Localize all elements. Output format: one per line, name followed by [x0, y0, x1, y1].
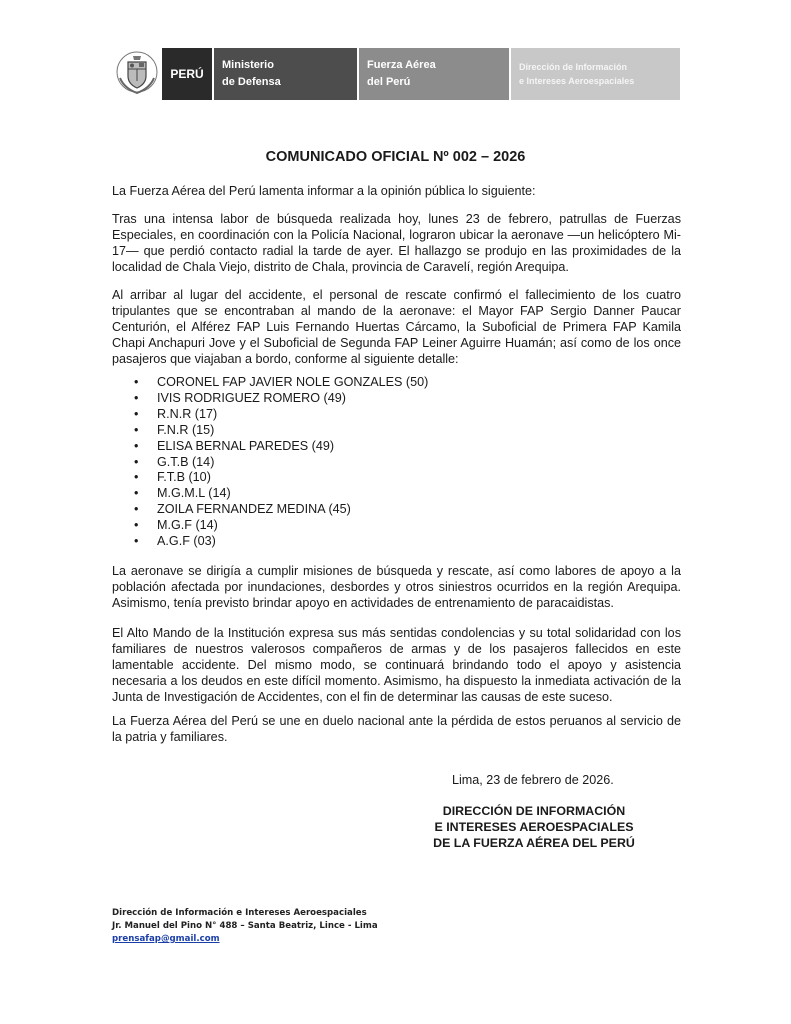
dir-line2: e Intereses Aeroespaciales — [519, 76, 635, 86]
list-item: • R.N.R (17) — [112, 407, 428, 423]
peru-label: PERÚ — [162, 48, 212, 100]
footer — [112, 907, 378, 946]
document-title: COMUNICADO OFICIAL Nº 002 – 2026 — [265, 149, 526, 165]
footer-line2: Jr. Manuel del Pino N° 488 – Santa Beatriz, Lince - Lima — [112, 921, 378, 931]
sign-line2: E INTERESES AEROESPACIALES — [434, 820, 634, 834]
list-item: • A.G.F (03) — [112, 534, 428, 550]
fap-line2: del Perú — [367, 76, 411, 88]
fap-segment — [357, 48, 509, 100]
passenger-list — [112, 375, 428, 550]
list-item: • F.T.B (10) — [112, 470, 428, 486]
fap-line1: Fuerza Aérea — [367, 59, 436, 71]
list-item: • F.N.R (15) — [112, 423, 428, 439]
sign-line3: DE LA FUERZA AÉREA DEL PERÚ — [433, 836, 635, 850]
dir-line1: Dirección de Información — [519, 62, 628, 72]
direccion-segment — [509, 48, 680, 100]
footer-email-link[interactable]: prensafap@gmail.com — [112, 934, 220, 944]
ministerio-line2: de Defensa — [222, 76, 281, 88]
ministerio-line1: Ministerio — [222, 59, 274, 71]
paragraph-1: Tras una intensa labor de búsqueda realizada hoy, lunes 23 de febrero, patrullas de Fuerzas Especiales, en coordinación con la Policía Nacional, lograron ubicar la aeronave —un helicóptero Mi-17— que perdió contacto radial la tarde de ayer. El hallazgo se produjo en las proximidades de la localidad de Chala Viejo, distrito de Chala, provincia de Caravelí, región Arequipa. — [112, 212, 681, 274]
date-line: Lima, 23 de febrero de 2026. — [452, 773, 614, 787]
list-item: • M.G.F (14) — [112, 518, 428, 534]
signature-block — [404, 803, 664, 851]
ministerio-segment — [212, 48, 357, 100]
paragraph-5: La Fuerza Aérea del Perú se une en duelo nacional ante la pérdida de estos peruanos al servicio de la patria y familiares. — [112, 714, 681, 744]
coat-of-arms-icon — [112, 48, 162, 100]
list-item: • G.T.B (14) — [112, 455, 428, 471]
sign-line1: DIRECCIÓN DE INFORMACIÓN — [442, 804, 626, 818]
paragraph-4: El Alto Mando de la Institución expresa sus más sentidas condolencias y su total solidaridad con los familiares de nuestros valerosos compañeros de armas y de los pasajeros fallecidos en este lamentable accidente. Del mismo modo, se continuará brindando todo el apoyo y asistencia necesaria a los deudos en este difícil momento. Asimismo, ha dispuesto la inmediata activación de la Junta de Investigación de Accidentes, con el fin de determinar las causas de este suceso. — [112, 626, 681, 704]
list-item: • M.G.M.L (14) — [112, 486, 428, 502]
paragraph-2: Al arribar al lugar del accidente, el personal de rescate confirmó el fallecimiento de los cuatro tripulantes que se encontraban al mando de la aeronave: el Mayor FAP Sergio Danner Paucar Centurión, el Alférez FAP Luis Fernando Huertas Cárcamo, la Suboficial de Primera FAP Kamila Chapi Anchapuri Jove y el Suboficial de Segunda FAP Leiner Aguirre Huamán; así como de los once pasajeros que viajaban a bordo, conforme al siguiente detalle: — [112, 288, 681, 366]
footer-line1: Dirección de Información e Intereses Aeroespaciales — [112, 908, 367, 918]
intro-paragraph: La Fuerza Aérea del Perú lamenta informar a la opinión pública lo siguiente: — [112, 184, 536, 198]
paragraph-3: La aeronave se dirigía a cumplir misiones de búsqueda y rescate, así como labores de apoyo a la población afectada por inundaciones, desbordes y otros siniestros ocurridos en la región Arequipa. Asimismo, tenía previsto brindar apoyo en actividades de entrenamiento de paracaidistas. — [112, 564, 681, 610]
list-item: • CORONEL FAP JAVIER NOLE GONZALES (50) — [112, 375, 428, 391]
letterhead — [112, 48, 680, 100]
list-item: • ELISA BERNAL PAREDES (49) — [112, 439, 428, 455]
list-item: • ZOILA FERNANDEZ MEDINA (45) — [112, 502, 428, 518]
list-item: • IVIS RODRIGUEZ ROMERO (49) — [112, 391, 428, 407]
